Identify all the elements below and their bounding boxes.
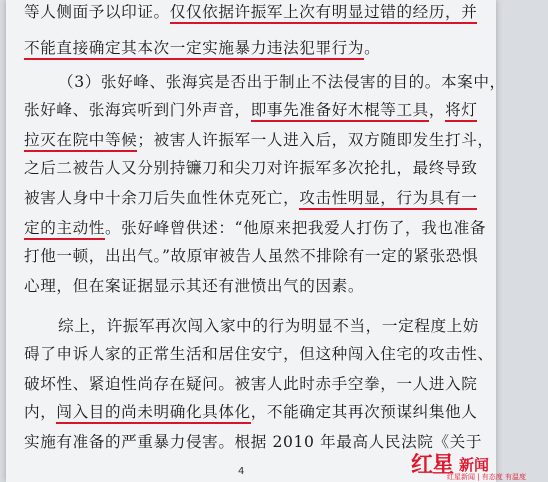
line-text: 之后二被告人又分别持镰刀和尖刀对许振军多次抡扎，最终导致 — [24, 159, 478, 177]
highlighted-phrase: 定的主动性 — [24, 219, 105, 240]
highlighted-phrase: 将灯 — [445, 101, 477, 122]
document-line — [6, 316, 548, 336]
logo-brand-text: 红星 — [411, 453, 454, 478]
document-line — [6, 38, 514, 58]
highlighted-phrase: 即事先准备好木棍等工具 — [251, 101, 429, 122]
line-text: 心理，但在案证据显示其还有泄愤出气的因素。 — [24, 277, 365, 295]
document-line — [6, 158, 514, 178]
document-line — [6, 72, 548, 92]
highlighted-phrase: 攻击性明显，行为具有一 — [299, 189, 477, 210]
line-text: 破坏性、紧迫性尚存在疑问。被害人此时赤手空拳，一人进入院 — [24, 375, 478, 393]
logo-tagline: 红星新闻 | 有态度 有温度 — [447, 473, 527, 481]
document-line — [6, 374, 514, 394]
document-line — [6, 100, 514, 120]
line-text: 张好峰、张海宾听到门外声音， — [24, 101, 251, 119]
document-line — [6, 246, 514, 266]
watermark-logo — [411, 448, 527, 481]
document-page — [6, 0, 527, 482]
document-line — [6, 218, 514, 238]
highlighted-phrase: 不能直接确定其本次一定实施暴力违法犯罪行为 — [24, 39, 364, 60]
document-line — [6, 130, 514, 150]
line-text: ， — [428, 101, 446, 119]
line-text: ，不能确定其再次预谋纠集他人 — [250, 403, 478, 421]
line-text: 。张好峰曾供述：“他原来把我爱人打伤了，我也准备 — [104, 219, 487, 237]
logo-suffix-text: 新闻 — [459, 456, 490, 474]
line-text: 碍了申诉人家的正常生活和居住安宁，但这种闯入住宅的攻击性、 — [24, 345, 494, 363]
document-line — [6, 2, 514, 22]
line-text: ；被害人许振军一人进入后，双方随即发生打斗， — [137, 131, 494, 149]
document-line — [6, 276, 514, 296]
line-text: 内， — [24, 403, 57, 421]
highlighted-phrase: 拉灭在院中等候 — [24, 131, 137, 152]
line-text: 等人侧面予以印证。 — [24, 3, 170, 21]
highlighted-phrase: 仅仅依据许振军上次有明显过错的经历，并 — [170, 3, 478, 24]
line-text: 实施有准备的严重暴力侵害。根据 2010 年最高人民法院《关于 — [24, 433, 483, 451]
highlighted-phrase: 闯入目的尚未明确化具体化 — [56, 403, 250, 424]
line-text: 。 — [364, 39, 381, 57]
document-line — [6, 344, 514, 364]
document-line — [6, 402, 514, 422]
line-text: 打他一顿，出出气。”故原审被告人虽然不排除有一定的紧张恐惧 — [24, 247, 479, 265]
line-text: （3）张好峰、张海宾是否出于制止不法侵害的目的。本案中， — [58, 73, 506, 91]
line-text: 被害人身中十余刀后失血性休克死亡， — [24, 189, 300, 207]
line-text: 综上，许振军再次闯入家中的行为明显不当，一定程度上妨 — [58, 317, 480, 335]
document-line — [6, 188, 514, 208]
page-number: 4 — [238, 466, 245, 477]
